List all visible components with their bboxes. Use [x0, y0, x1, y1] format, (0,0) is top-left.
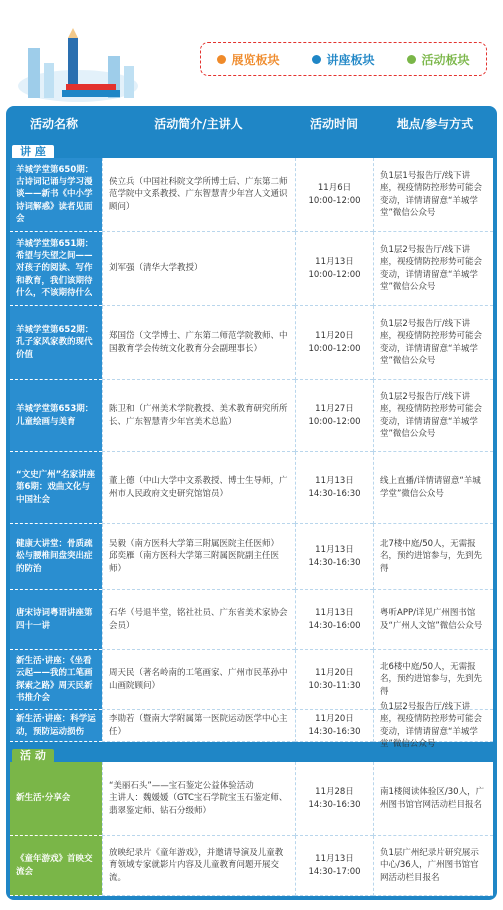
row-desc: 董上德（中山大学中文系教授、博士生导师，广州市人民政府文史研究馆馆员） — [102, 452, 295, 524]
header-time: 活动时间 — [309, 116, 358, 131]
row-time: 11月13日 10:00-12:00 — [295, 232, 373, 306]
table-row — [10, 232, 493, 306]
row-desc: 侯立兵（中国社科院文学所博士后、广东第二师范学院中文系教授、广东智慧青少年宫人文通识顾问） — [102, 158, 295, 232]
legend-item-exhibition: 展览板块 — [217, 51, 279, 68]
row-desc: 刘军强（清华大学教授） — [102, 232, 295, 306]
blue-dot-icon — [312, 55, 321, 64]
row-desc: 吴毅（南方医科大学第三附属医院主任医师） 邱奕雁（南方医科大学第三附属医院副主任医师） — [102, 524, 295, 590]
table-row — [10, 380, 493, 452]
table-row — [10, 158, 493, 232]
row-time: 11月27日 10:00-12:00 — [295, 380, 373, 452]
row-name: 羊城学堂第650期：古诗词记诵与学习漫谈——新书《中小学诗词解惑》读者见面会 — [10, 158, 102, 232]
table-row — [10, 524, 493, 590]
row-time: 11月13日 14:30-16:00 — [295, 590, 373, 650]
row-desc: 放映纪录片《童年游戏》，并邀请导演及儿童教育领域专家就影片内容及儿童教育问题开展交流。 — [102, 836, 295, 896]
table-row — [10, 590, 493, 650]
row-time: 11月6日 10:00-12:00 — [295, 158, 373, 232]
header-place: 地点/参与方式 — [396, 116, 474, 131]
row-name: “文史广州”名家讲座第6期：戏曲文化与中国社会 — [10, 452, 102, 524]
row-name: 健康大讲堂：骨质疏松与腰椎间盘突出症的防治 — [10, 524, 102, 590]
row-place: 北7楼中庭/50人，无需报名，预约进馆参与，先到先得 — [373, 524, 493, 590]
row-name: 羊城学堂第653期：儿童绘画与美育 — [10, 380, 102, 452]
row-desc: 周天民（著名岭南的工笔画家、广州市民革孙中山画院顾问） — [102, 650, 295, 710]
row-name: 新生活·分享会 — [10, 762, 102, 836]
row-time: 11月20日 10:00-12:00 — [295, 306, 373, 380]
row-time: 11月13日 14:30-16:30 — [295, 452, 373, 524]
table-row — [10, 762, 493, 836]
legend-item-lecture: 讲座板块 — [312, 51, 374, 68]
row-name: 唐宋诗词粤语讲座第四十一讲 — [10, 590, 102, 650]
row-desc: 李勋若（暨南大学附属第一医院运动医学中心主任） — [102, 710, 295, 742]
green-dot-icon — [407, 55, 416, 64]
legend — [200, 42, 487, 76]
row-time: 11月13日 14:30-16:30 — [295, 524, 373, 590]
row-time: 11月20日 10:30-11:30 — [295, 650, 373, 710]
legend-item-activity: 活动板块 — [407, 51, 469, 68]
row-place: 北6楼中庭/50人，无需报名，预约进馆参与，先到先得 — [373, 650, 493, 710]
row-name: 新生活·讲座：科学运动，预防运动损伤 — [10, 710, 102, 742]
section-activity: 活 动 — [6, 744, 497, 762]
orange-dot-icon — [217, 55, 226, 64]
row-desc: “美丽石头”——宝石鉴定公益体验活动 主讲人：魏媛媛（GTC宝石学院宝玉石鉴定师、翡翠鉴定师、钻石分级师） — [102, 762, 295, 836]
table-row — [10, 836, 493, 896]
table-row — [10, 710, 493, 749]
row-desc: 郑国岱（文学博士、广东第二师范学院教师、中国教育学会传统文化教育分会副理事长） — [102, 306, 295, 380]
row-name: 新生活·讲座：《坐看云起——我的工笔画探索之路》周天民新书推介会 — [10, 650, 102, 710]
row-place: 座，视疫情防控形势可能会变动，详情请留意“羊城学堂”微信公众号 — [373, 710, 493, 742]
table-row — [10, 306, 493, 380]
row-place: 负1层1号报告厅/线下讲座，视疫情防控形势可能会变动，详情请留意“羊城学堂”微信公众号 — [373, 158, 493, 232]
row-time: 11月28日 14:30-16:30 — [295, 762, 373, 836]
row-time: 11月13日 14:30-17:00 — [295, 836, 373, 896]
row-place: 负1层2号报告厅/线下讲座，视疫情防控形势可能会变动，详情请留意“羊城学堂”微信公众号 — [373, 306, 493, 380]
header-desc: 活动简介/主讲人 — [154, 116, 243, 131]
table-header — [6, 106, 497, 140]
row-place: 负1层2号报告厅/线下讲座，视疫情防控形势可能会变动，详情请留意“羊城学堂”微信公众号 — [373, 380, 493, 452]
row-place: 负1层广州纪录片研究展示中心/36人，广州图书馆官网活动栏目报名 — [373, 836, 493, 896]
row-place: 南1楼阅读体验区/30人，广州图书馆官网活动栏目报名 — [373, 762, 493, 836]
row-desc: 陈卫和（广州美术学院教授、美术教育研究所所长、广东智慧青少年宫美术总监） — [102, 380, 295, 452]
table-row — [10, 452, 493, 524]
row-name: 羊城学堂第651期：希望与失望之间——对孩子的阅读、写作和教育，我们该期待什么，不该期待什么 — [10, 232, 102, 306]
row-name: 羊城学堂第652期：孔子家风家教的现代价值 — [10, 306, 102, 380]
row-time: 11月20日 14:30-16:30 — [295, 710, 373, 742]
header-name: 活动名称 — [29, 116, 78, 131]
row-place: 负1层2号报告厅/线下讲座，视疫情防控形势可能会变动，详情请留意“羊城学堂”微信公众号 — [373, 232, 493, 306]
decor-illustration — [8, 28, 178, 104]
row-name: 《童年游戏》首映交流会 — [10, 836, 102, 896]
row-desc: 石华（号退半堂，铭社社员、广东省美术家协会会员） — [102, 590, 295, 650]
schedule-table — [6, 106, 497, 900]
section-lecture: 讲 座 — [6, 140, 497, 158]
row-place: 粤听APP/详见广州图书馆及“广州人文馆”微信公众号 — [373, 590, 493, 650]
row-place: 线上直播/详情请留意“羊城学堂”微信公众号 — [373, 452, 493, 524]
